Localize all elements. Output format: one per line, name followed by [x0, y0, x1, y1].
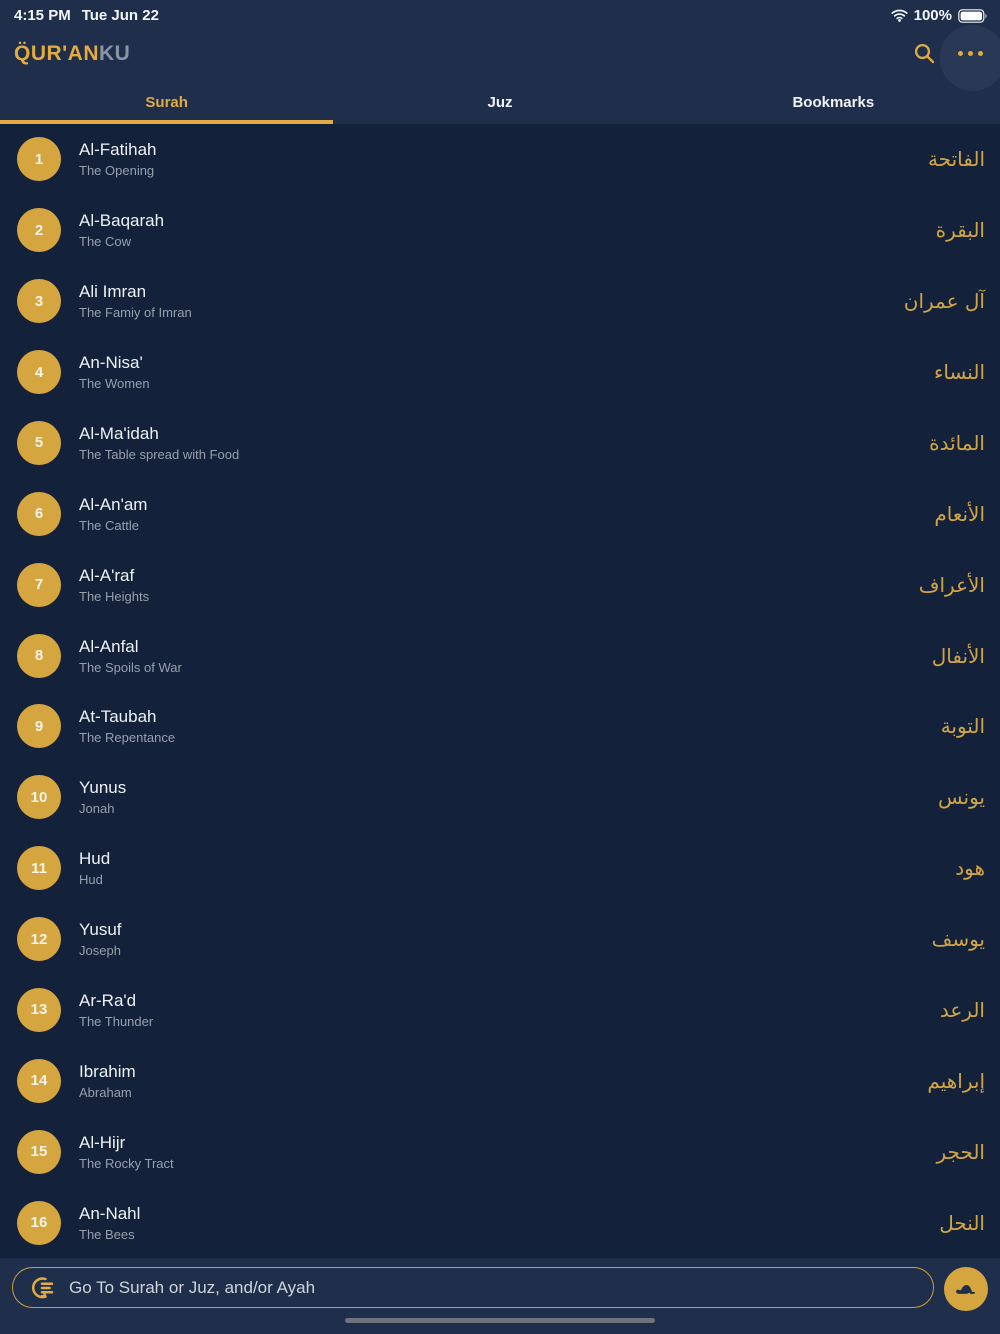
surah-number-badge: 12	[17, 917, 61, 961]
surah-number-badge: 9	[17, 704, 61, 748]
surah-name: Al-Fatihah	[79, 140, 157, 160]
surah-info	[79, 1061, 136, 1101]
surah-translation: The Cow	[79, 234, 132, 250]
app-header	[0, 27, 1000, 80]
surah-arabic-name: الحجر	[936, 1139, 985, 1164]
logo-primary: Q̈UR'AN	[14, 41, 99, 65]
surah-row-5[interactable]	[0, 408, 1000, 479]
surah-number-badge: 3	[17, 279, 61, 323]
surah-number-badge: 7	[17, 563, 61, 607]
surah-info	[79, 706, 175, 746]
prostration-icon	[953, 1276, 979, 1302]
surah-translation: The Repentance	[79, 730, 176, 746]
ellipsis-icon	[958, 51, 983, 56]
surah-arabic-name: يوسف	[931, 927, 985, 952]
goto-field-wrap	[12, 1267, 934, 1308]
surah-translation: Hud	[79, 872, 103, 888]
tab-bar	[0, 80, 1000, 124]
surah-arabic-name: المائدة	[929, 430, 985, 455]
surah-translation: Jonah	[79, 801, 115, 817]
surah-number-badge: 6	[17, 492, 61, 536]
surah-arabic-name: الأنفال	[931, 643, 985, 668]
app-logo	[14, 42, 130, 66]
tab-label: Juz	[487, 93, 513, 111]
surah-translation: The Opening	[79, 163, 155, 179]
tab-surah[interactable]	[0, 80, 333, 124]
surah-info	[79, 281, 192, 321]
surah-name: An-Nisa'	[79, 353, 143, 373]
logo-secondary: KU	[99, 41, 131, 65]
surah-translation: The Heights	[79, 588, 150, 604]
surah-translation: Abraham	[79, 1084, 132, 1100]
surah-arabic-name: النساء	[933, 360, 985, 385]
surah-row-7[interactable]	[0, 549, 1000, 620]
surah-row-12[interactable]	[0, 904, 1000, 975]
surah-row-6[interactable]	[0, 478, 1000, 549]
wifi-icon	[891, 9, 908, 22]
surah-info	[79, 636, 182, 676]
more-button[interactable]	[954, 38, 986, 70]
surah-info	[79, 919, 122, 959]
surah-info	[79, 210, 164, 250]
battery-icon	[958, 9, 988, 23]
surah-row-9[interactable]	[0, 691, 1000, 762]
status-left	[14, 7, 159, 24]
surah-name: Al-Baqarah	[79, 211, 165, 231]
surah-info	[79, 990, 153, 1030]
surah-number-badge: 11	[17, 846, 61, 890]
surah-row-13[interactable]	[0, 975, 1000, 1046]
surah-row-1[interactable]	[0, 124, 1000, 195]
surah-number-badge: 16	[17, 1201, 61, 1245]
surah-row-16[interactable]	[0, 1187, 1000, 1258]
surah-name: Yusuf	[79, 920, 122, 940]
surah-row-14[interactable]	[0, 1045, 1000, 1116]
surah-number-badge: 15	[17, 1130, 61, 1174]
surah-info	[79, 494, 147, 534]
surah-name: Al-Anfal	[79, 636, 139, 656]
surah-list	[0, 124, 1000, 1258]
surah-name: Ali Imran	[79, 282, 147, 302]
surah-row-11[interactable]	[0, 833, 1000, 904]
surah-arabic-name: هود	[955, 856, 985, 881]
tab-bookmarks[interactable]	[667, 80, 1000, 124]
surah-arabic-name: البقرة	[935, 218, 985, 243]
surah-arabic-name: يونس	[938, 785, 985, 810]
surah-arabic-name: الرعد	[939, 997, 985, 1022]
goto-input[interactable]	[12, 1267, 934, 1308]
surah-name: Al-An'am	[79, 494, 148, 514]
search-button[interactable]	[908, 38, 940, 70]
home-indicator[interactable]	[345, 1318, 655, 1323]
surah-translation: The Women	[79, 376, 150, 392]
surah-arabic-name: الأنعام	[934, 501, 985, 526]
surah-number-badge: 5	[17, 421, 61, 465]
battery-percent: 100%	[913, 7, 952, 24]
surah-translation: The Table spread with Food	[79, 446, 240, 462]
surah-row-10[interactable]	[0, 762, 1000, 833]
surah-name: Al-Hijr	[79, 1132, 126, 1152]
surah-arabic-name: الفاتحة	[927, 147, 985, 172]
surah-row-8[interactable]	[0, 620, 1000, 691]
surah-number-badge: 8	[17, 634, 61, 678]
surah-name: Ibrahim	[79, 1061, 136, 1081]
search-icon	[913, 42, 936, 65]
surah-translation: The Famiy of Imran	[79, 305, 192, 321]
surah-arabic-name: الأعراف	[918, 572, 985, 597]
bottom-bar	[0, 1258, 1000, 1334]
surah-translation: The Spoils of War	[79, 659, 182, 675]
top-chrome	[0, 0, 1000, 124]
surah-info	[79, 423, 239, 463]
surah-name: Hud	[79, 849, 111, 869]
surah-name: Al-Ma'idah	[79, 423, 159, 443]
status-right	[891, 7, 988, 24]
surah-info	[79, 848, 110, 888]
surah-arabic-name: آل عمران	[903, 289, 985, 314]
surah-info	[79, 777, 126, 817]
surah-translation: The Bees	[79, 1226, 135, 1242]
surah-translation: Joseph	[79, 943, 121, 959]
status-time: 4:15 PM	[14, 7, 71, 24]
surah-name: Yunus	[79, 778, 127, 798]
surah-number-badge: 14	[17, 1059, 61, 1103]
surah-info	[79, 139, 156, 179]
status-bar	[0, 0, 1000, 27]
surah-info	[79, 352, 150, 392]
header-actions	[908, 38, 986, 70]
surah-number-badge: 13	[17, 988, 61, 1032]
surah-arabic-name: النحل	[939, 1210, 985, 1235]
surah-info	[79, 1132, 174, 1172]
surah-translation: The Cattle	[79, 517, 139, 533]
surah-number-badge: 4	[17, 350, 61, 394]
surah-info	[79, 1203, 140, 1243]
surah-number-badge: 1	[17, 137, 61, 181]
surah-arabic-name: إبراهيم	[927, 1068, 985, 1093]
surah-name: An-Nahl	[79, 1203, 141, 1223]
tab-label: Bookmarks	[792, 93, 875, 111]
surah-name: At-Taubah	[79, 707, 157, 727]
surah-name: Al-A'raf	[79, 565, 135, 585]
tab-label: Surah	[145, 93, 188, 111]
surah-number-badge: 2	[17, 208, 61, 252]
surah-arabic-name: التوبة	[940, 714, 985, 739]
surah-translation: The Thunder	[79, 1013, 154, 1029]
surah-info	[79, 565, 149, 605]
tab-juz[interactable]	[333, 80, 666, 124]
surah-row-4[interactable]	[0, 337, 1000, 408]
surah-translation: The Rocky Tract	[79, 1155, 174, 1171]
status-date: Tue Jun 22	[81, 7, 159, 24]
surah-row-15[interactable]	[0, 1116, 1000, 1187]
surah-name: Ar-Ra'd	[79, 990, 137, 1010]
surah-number-badge: 10	[17, 775, 61, 819]
surah-row-2[interactable]	[0, 195, 1000, 266]
sajdah-button[interactable]	[944, 1267, 988, 1311]
surah-row-3[interactable]	[0, 266, 1000, 337]
